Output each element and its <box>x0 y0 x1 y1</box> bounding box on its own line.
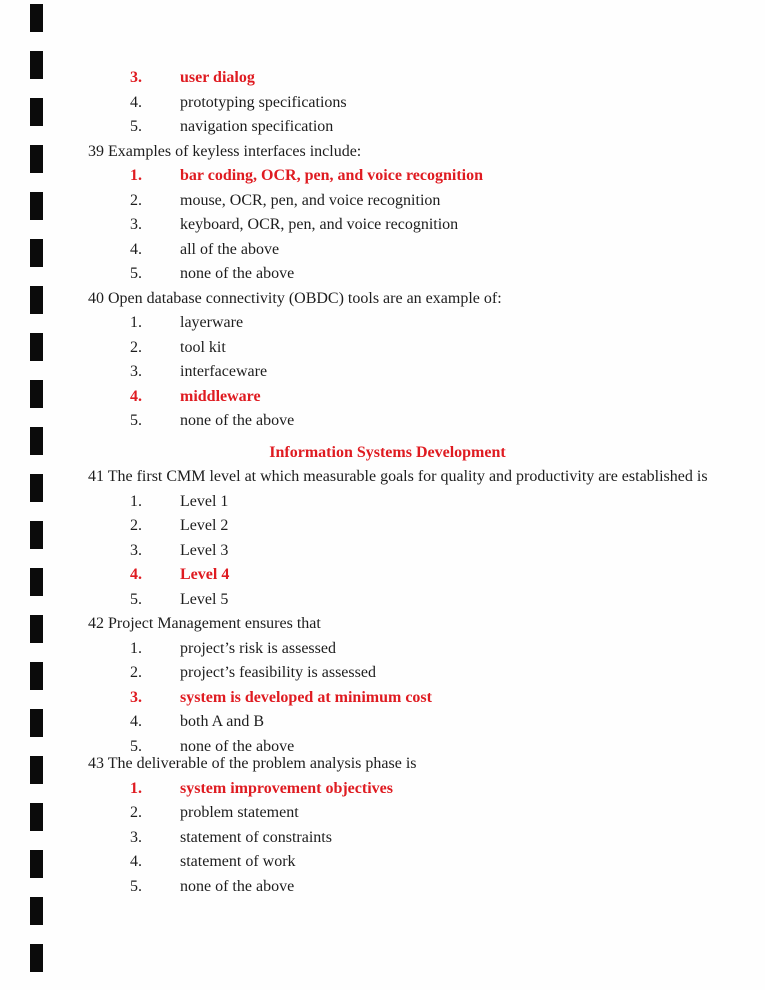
answer-option <box>130 115 727 140</box>
question-39-label: 39 Examples of keyless interfaces include: <box>88 142 362 160</box>
option-number: 2. <box>130 517 142 534</box>
question-41-label: 41 The first CMM level at which measurable goals for quality and productivity are established is <box>88 468 708 485</box>
answer-option <box>130 850 727 875</box>
option-number: 4. <box>130 240 142 258</box>
question-42-label: 42 Project Management ensures that <box>88 615 321 632</box>
answer-option <box>130 336 727 361</box>
option-number: 3. <box>130 363 142 380</box>
answer-option-correct <box>130 563 727 588</box>
answer-option <box>130 238 727 263</box>
option-number: 4. <box>130 853 142 870</box>
option-text: none of the above <box>180 877 295 895</box>
section-heading: Information Systems Development <box>269 443 506 461</box>
option-number: 1. <box>130 167 142 184</box>
option-number: 1. <box>130 639 142 657</box>
answer-option <box>130 661 727 686</box>
option-number: 2. <box>130 664 142 681</box>
answer-option <box>130 588 727 613</box>
option-number: 2. <box>130 191 142 209</box>
question-43-label: 43 The deliverable of the problem analysis phase is <box>88 755 417 772</box>
option-text: bar coding, OCR, pen, and voice recognition <box>180 167 483 184</box>
option-text: Level 1 <box>180 492 229 510</box>
option-text: all of the above <box>180 240 280 258</box>
answer-option <box>130 409 727 434</box>
option-text: none of the above <box>180 412 295 429</box>
option-number: 1. <box>130 779 142 797</box>
option-number: 1. <box>130 492 142 510</box>
answer-option <box>130 539 727 564</box>
answer-option <box>130 637 727 662</box>
option-number: 4. <box>130 387 142 405</box>
option-text: Level 5 <box>180 590 229 608</box>
option-text: none of the above <box>180 737 295 755</box>
option-number: 5. <box>130 412 142 429</box>
option-text: problem statement <box>180 804 299 821</box>
option-number: 3. <box>130 828 142 846</box>
option-number: 5. <box>130 737 142 755</box>
option-text: project’s feasibility is assessed <box>180 664 376 681</box>
option-text: navigation specification <box>180 118 334 135</box>
option-number: 5. <box>130 265 142 282</box>
option-number: 1. <box>130 314 142 331</box>
option-text: keyboard, OCR, pen, and voice recognition <box>180 216 459 233</box>
answer-option <box>130 490 727 515</box>
answer-option <box>130 91 727 116</box>
question-40-label: 40 Open database connectivity (OBDC) tools are an example of: <box>88 289 502 307</box>
option-text: statement of constraints <box>180 828 332 846</box>
option-text: prototyping specifications <box>180 93 347 111</box>
option-number: 4. <box>130 93 142 111</box>
option-text: project’s risk is assessed <box>180 639 336 657</box>
answer-option-correct <box>130 777 727 802</box>
answer-option <box>130 189 727 214</box>
answer-option <box>130 360 727 385</box>
option-number: 3. <box>130 216 142 233</box>
option-text: statement of work <box>180 853 296 870</box>
answer-option <box>130 514 727 539</box>
answer-option <box>130 262 727 287</box>
answer-option-correct <box>130 164 727 189</box>
option-text: interfaceware <box>180 363 268 380</box>
answer-option-correct <box>130 385 727 410</box>
answer-option <box>130 311 727 336</box>
answer-option <box>130 710 727 735</box>
option-text: middleware <box>180 387 261 405</box>
option-text: layerware <box>180 314 244 331</box>
option-number: 5. <box>130 590 142 608</box>
option-text: system is developed at minimum cost <box>180 688 432 706</box>
option-number: 5. <box>130 118 142 135</box>
answer-option <box>130 801 727 826</box>
option-number: 3. <box>130 688 142 706</box>
option-text: Level 3 <box>180 541 229 559</box>
answer-option <box>130 875 727 900</box>
option-number: 3. <box>130 541 142 559</box>
option-text: user dialog <box>180 69 255 86</box>
document-content <box>88 66 727 899</box>
option-number: 5. <box>130 877 142 895</box>
answer-option-correct <box>130 66 727 91</box>
option-text: mouse, OCR, pen, and voice recognition <box>180 191 441 209</box>
option-text: Level 2 <box>180 517 229 534</box>
option-text: system improvement objectives <box>180 779 393 797</box>
option-text: tool kit <box>180 338 226 356</box>
answer-option <box>130 213 727 238</box>
option-number: 3. <box>130 69 142 86</box>
option-number: 4. <box>130 566 142 583</box>
option-number: 2. <box>130 804 142 821</box>
option-number: 2. <box>130 338 142 356</box>
option-text: none of the above <box>180 265 295 282</box>
option-number: 4. <box>130 713 142 730</box>
answer-option-correct <box>130 686 727 711</box>
answer-option <box>130 826 727 851</box>
option-text: both A and B <box>180 713 265 730</box>
scan-edge-marks <box>30 4 43 972</box>
option-text: Level 4 <box>180 566 230 583</box>
